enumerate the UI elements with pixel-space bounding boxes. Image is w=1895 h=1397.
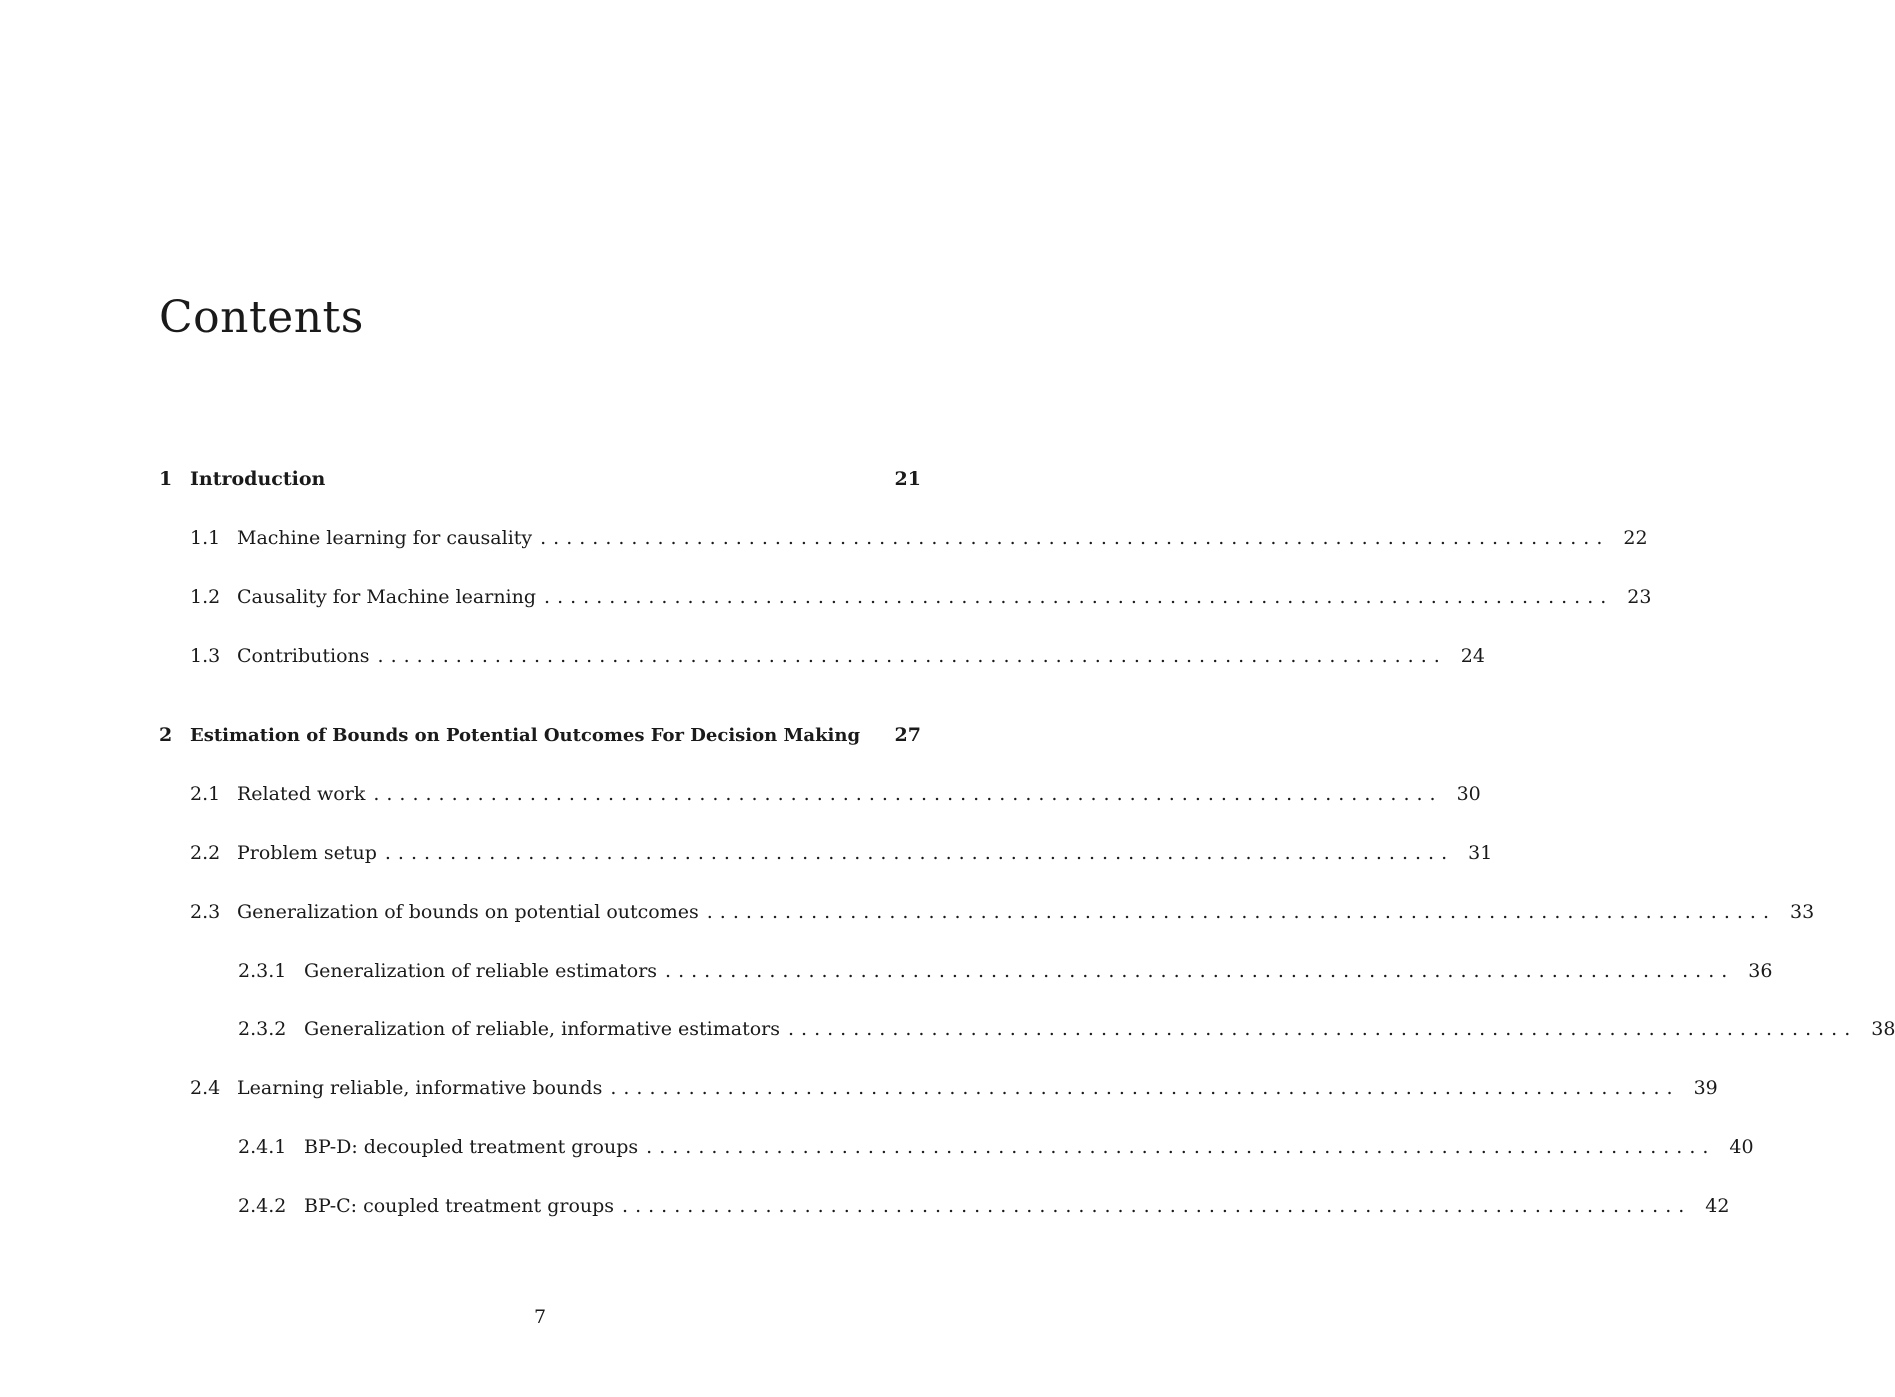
toc-leader-dots: .................................................................................. [788,1018,1858,1040]
toc-page-number: 22 [1623,527,1648,549]
toc-page-number: 33 [1790,901,1815,923]
toc-section-title: Contributions [237,645,370,667]
toc-section-title: Related work [237,783,366,805]
toc-section-2-4[interactable] [159,1073,1718,1103]
toc-leader-dots: .................................................................................. [706,901,1777,923]
toc-page-number: 40 [1729,1136,1754,1158]
toc-page-number: 39 [1693,1077,1718,1099]
toc-subsection-title: BP-D: decoupled treatment groups [304,1136,639,1158]
toc-subsection-number: 2.3.1 [238,960,287,982]
toc-page-number: 31 [1468,842,1493,864]
toc-section-number: 2.2 [190,842,221,864]
toc-section-title: Causality for Machine learning [237,586,537,608]
toc-page-number: 21 [894,468,921,490]
toc-section-number: 2.1 [190,783,221,805]
toc-chapter-1[interactable] [159,464,921,494]
toc-page-number: 30 [1456,783,1481,805]
toc-leader-dots: .................................................................................. [384,842,1455,864]
toc-page-number: 42 [1705,1195,1730,1217]
toc-chapter-title: Introduction [190,468,326,490]
toc-subsection-number: 2.3.2 [238,1018,287,1040]
page-number: 7 [533,1306,547,1328]
toc-chapter-number: 1 [159,468,173,490]
toc-section-number: 1.1 [190,527,221,549]
toc-section-2-3[interactable] [159,897,1815,927]
toc-subsection-2-3-2[interactable] [159,1014,1895,1044]
toc-chapter-title: Estimation of Bounds on Potential Outcomes For Decision Making [190,725,861,746]
toc-section-number: 2.3 [190,901,221,923]
toc-leader-dots: .................................................................................. [622,1195,1692,1217]
page-title: Contents [159,292,364,343]
toc-page-number: 23 [1627,586,1652,608]
toc-subsection-2-4-1[interactable] [159,1132,1754,1162]
toc-subsection-title: Generalization of reliable estimators [304,960,658,982]
toc-page-number: 27 [894,724,921,746]
toc-section-number: 1.3 [190,645,221,667]
toc-section-1-1[interactable] [159,523,1648,553]
toc-section-number: 2.4 [190,1077,221,1099]
toc-section-2-1[interactable] [159,779,1481,809]
toc-leader-dots: .................................................................................. [540,527,1610,549]
toc-subsection-2-4-2[interactable] [159,1191,1730,1221]
toc-subsection-2-3-1[interactable] [159,956,1773,986]
toc-leader-dots: .................................................................................. [646,1136,1716,1158]
toc-leader-dots: .................................................................................. [377,645,1447,667]
toc-section-title: Generalization of bounds on potential outcomes [237,901,699,923]
toc-section-2-2[interactable] [159,838,1493,868]
toc-leader-dots: .................................................................................. [665,960,1735,982]
toc-leader-dots: .................................................................................. [373,783,1443,805]
toc-section-title: Problem setup [237,842,377,864]
toc-section-number: 1.2 [190,586,221,608]
toc-leader-dots: .................................................................................. [544,586,1614,608]
toc-subsection-title: Generalization of reliable, informative estimators [304,1018,781,1040]
toc-section-1-3[interactable] [159,641,1485,671]
toc-leader-dots: .................................................................................. [610,1077,1680,1099]
toc-section-title: Machine learning for causality [237,527,533,549]
toc-chapter-2[interactable] [159,720,921,750]
toc-chapter-number: 2 [159,724,173,746]
toc-page-number: 38 [1871,1018,1895,1040]
toc-subsection-number: 2.4.2 [238,1195,287,1217]
toc-subsection-number: 2.4.1 [238,1136,287,1158]
toc-subsection-title: BP-C: coupled treatment groups [304,1195,615,1217]
toc-page-number: 24 [1460,645,1485,667]
toc-page-number: 36 [1748,960,1773,982]
toc-section-1-2[interactable] [159,582,1652,612]
toc-section-title: Learning reliable, informative bounds [237,1077,603,1099]
